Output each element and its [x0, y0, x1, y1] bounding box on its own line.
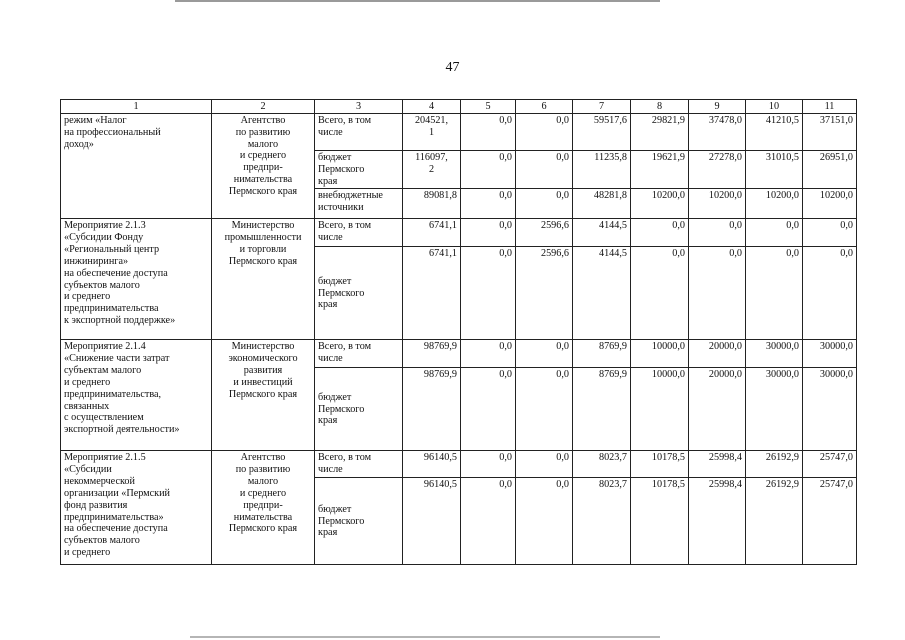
year-value-cell: 26951,0 [803, 151, 857, 189]
year-value-cell: 37151,0 [803, 114, 857, 151]
table-row [61, 114, 857, 151]
responsible-org-cell: Министерство промышленности и торговли Пермского края [212, 219, 315, 340]
year-value-cell: 20000,0 [689, 368, 746, 451]
column-number: 7 [573, 100, 631, 114]
column-number: 10 [746, 100, 803, 114]
year-value-cell: 25998,4 [689, 451, 746, 478]
total-value-cell: 6741,1 [403, 219, 461, 247]
year-value-cell: 48281,8 [573, 189, 631, 219]
total-value-cell: 96140,5 [403, 478, 461, 565]
year-value-cell: 0,0 [803, 247, 857, 340]
funding-source-cell: бюджет Пермского края [315, 151, 403, 189]
funding-source-cell: Всего, в том числе [315, 219, 403, 247]
column-number: 9 [689, 100, 746, 114]
column-number: 2 [212, 100, 315, 114]
year-value-cell: 0,0 [516, 368, 573, 451]
year-value-cell: 41210,5 [746, 114, 803, 151]
column-number: 6 [516, 100, 573, 114]
total-value-cell: 6741,1 [403, 247, 461, 340]
year-value-cell: 10200,0 [689, 189, 746, 219]
year-value-cell: 30000,0 [803, 368, 857, 451]
event-name-cell: Мероприятие 2.1.3 «Субсидии Фонду «Региональный центр инжиниринга» на обеспечение доступа субъектов малого и среднего предпринимательства к экспортной поддержке» [61, 219, 212, 340]
total-value-cell: 96140,5 [403, 451, 461, 478]
table-row [61, 340, 857, 368]
responsible-org-cell: Агентство по развитию малого и среднего предпри- нимательства Пермского края [212, 114, 315, 219]
year-value-cell: 0,0 [689, 219, 746, 247]
year-value-cell: 0,0 [689, 247, 746, 340]
event-name-cell: Мероприятие 2.1.5 «Субсидии некоммерческой организации «Пермский фонд развития предпринимательства» на обеспечение доступа субъектов малого и среднего [61, 451, 212, 565]
funding-source-cell: Всего, в том числе [315, 340, 403, 368]
funding-source-cell: бюджет Пермского края [315, 368, 403, 451]
year-value-cell: 0,0 [516, 478, 573, 565]
year-value-cell: 25747,0 [803, 478, 857, 565]
year-value-cell: 59517,6 [573, 114, 631, 151]
year-value-cell: 0,0 [803, 219, 857, 247]
year-value-cell: 26192,9 [746, 478, 803, 565]
year-value-cell: 26192,9 [746, 451, 803, 478]
year-value-cell: 30000,0 [746, 368, 803, 451]
scan-edge-bottom [190, 636, 660, 638]
event-name-cell: Мероприятие 2.1.4 «Снижение части затрат субъектам малого и среднего предпринимательства, связанных с осуществлением экспортной деятельности» [61, 340, 212, 451]
year-value-cell: 25747,0 [803, 451, 857, 478]
year-value-cell: 2596,6 [516, 247, 573, 340]
year-value-cell: 0,0 [516, 151, 573, 189]
total-value-cell: 98769,9 [403, 340, 461, 368]
year-value-cell: 4144,5 [573, 247, 631, 340]
column-number: 11 [803, 100, 857, 114]
column-number-row [61, 100, 857, 114]
funding-source-cell: Всего, в том числе [315, 114, 403, 151]
year-value-cell: 10200,0 [803, 189, 857, 219]
year-value-cell: 0,0 [516, 189, 573, 219]
year-value-cell: 8769,9 [573, 340, 631, 368]
funding-source-cell: Всего, в том числе [315, 451, 403, 478]
total-value-cell: 89081,8 [403, 189, 461, 219]
year-value-cell: 25998,4 [689, 478, 746, 565]
column-number: 4 [403, 100, 461, 114]
year-value-cell: 10178,5 [631, 451, 689, 478]
year-value-cell: 29821,9 [631, 114, 689, 151]
budget-table [60, 99, 857, 565]
year-value-cell: 10000,0 [631, 368, 689, 451]
year-value-cell: 0,0 [516, 451, 573, 478]
total-value-cell: 98769,9 [403, 368, 461, 451]
year-value-cell: 8023,7 [573, 478, 631, 565]
year-value-cell: 0,0 [461, 478, 516, 565]
page-number: 47 [445, 60, 460, 75]
year-value-cell: 20000,0 [689, 340, 746, 368]
funding-source-cell: бюджет Пермского края [315, 247, 403, 340]
column-number: 5 [461, 100, 516, 114]
year-value-cell: 31010,5 [746, 151, 803, 189]
year-value-cell: 10178,5 [631, 478, 689, 565]
year-value-cell: 30000,0 [746, 340, 803, 368]
year-value-cell: 30000,0 [803, 340, 857, 368]
column-number: 8 [631, 100, 689, 114]
year-value-cell: 8769,9 [573, 368, 631, 451]
year-value-cell: 0,0 [461, 340, 516, 368]
year-value-cell: 0,0 [461, 151, 516, 189]
total-value-cell: 204521, 1 [403, 114, 461, 151]
year-value-cell: 0,0 [516, 114, 573, 151]
funding-source-cell: внебюджетные источники [315, 189, 403, 219]
year-value-cell: 0,0 [461, 247, 516, 340]
year-value-cell: 19621,9 [631, 151, 689, 189]
year-value-cell: 10200,0 [631, 189, 689, 219]
year-value-cell: 0,0 [746, 247, 803, 340]
year-value-cell: 0,0 [461, 368, 516, 451]
column-number: 1 [61, 100, 212, 114]
column-number: 3 [315, 100, 403, 114]
year-value-cell: 0,0 [461, 114, 516, 151]
year-value-cell: 10000,0 [631, 340, 689, 368]
year-value-cell: 4144,5 [573, 219, 631, 247]
year-value-cell: 11235,8 [573, 151, 631, 189]
year-value-cell: 2596,6 [516, 219, 573, 247]
year-value-cell: 0,0 [461, 189, 516, 219]
year-value-cell: 0,0 [461, 219, 516, 247]
year-value-cell: 0,0 [461, 451, 516, 478]
funding-source-cell: бюджет Пермского края [315, 478, 403, 565]
event-name-cell: режим «Налог на профессиональный доход» [61, 114, 212, 219]
table-row [61, 451, 857, 478]
year-value-cell: 8023,7 [573, 451, 631, 478]
year-value-cell: 0,0 [631, 247, 689, 340]
year-value-cell: 0,0 [631, 219, 689, 247]
year-value-cell: 37478,0 [689, 114, 746, 151]
responsible-org-cell: Агентство по развитию малого и среднего предпри- нимательства Пермского края [212, 451, 315, 565]
scan-edge-top [175, 0, 660, 2]
total-value-cell: 116097, 2 [403, 151, 461, 189]
responsible-org-cell: Министерство экономического развития и инвестиций Пермского края [212, 340, 315, 451]
year-value-cell: 0,0 [746, 219, 803, 247]
year-value-cell: 0,0 [516, 340, 573, 368]
year-value-cell: 27278,0 [689, 151, 746, 189]
year-value-cell: 10200,0 [746, 189, 803, 219]
table-row [61, 219, 857, 247]
